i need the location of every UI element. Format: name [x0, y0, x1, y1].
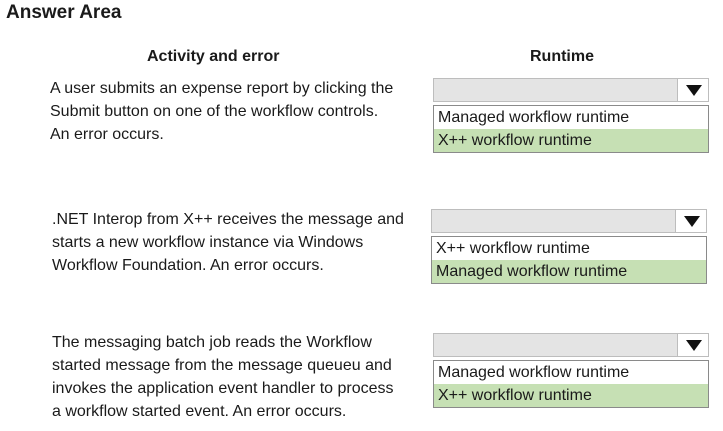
chevron-down-icon	[686, 85, 702, 96]
dropdown-options	[431, 236, 707, 284]
dropdown-options	[433, 105, 709, 153]
dropdown-option-selected[interactable]: X++ workflow runtime	[434, 129, 708, 152]
dropdown-option-selected[interactable]: X++ workflow runtime	[434, 384, 708, 407]
chevron-down-icon	[684, 216, 700, 227]
dropdown-toggle-button[interactable]	[675, 210, 706, 232]
activity-column-header: Activity and error	[147, 48, 280, 65]
activity-text-1: A user submits an expense report by clicking the Submit button on one of the workflow controls. An error occurs.	[50, 80, 394, 143]
dropdown-option[interactable]: Managed workflow runtime	[434, 361, 708, 384]
chevron-down-icon	[686, 340, 702, 351]
dropdown-header[interactable]	[433, 333, 709, 357]
dropdown-options	[433, 360, 709, 408]
dropdown-header[interactable]	[433, 78, 709, 102]
runtime-dropdown-3[interactable]	[433, 333, 709, 408]
activity-text-2: .NET Interop from X++ receives the message and starts a new workflow instance via Windows Workflow Foundation. An error occurs.	[52, 211, 404, 274]
dropdown-option[interactable]: X++ workflow runtime	[432, 237, 706, 260]
runtime-dropdown-2[interactable]	[431, 209, 707, 284]
answer-area-title: Answer Area	[6, 2, 122, 23]
runtime-column-header: Runtime	[530, 48, 594, 65]
dropdown-option-selected[interactable]: Managed workflow runtime	[432, 260, 706, 283]
runtime-dropdown-1[interactable]	[433, 78, 709, 153]
dropdown-option[interactable]: Managed workflow runtime	[434, 106, 708, 129]
dropdown-toggle-button[interactable]	[677, 79, 708, 101]
dropdown-header[interactable]	[431, 209, 707, 233]
dropdown-toggle-button[interactable]	[677, 334, 708, 356]
activity-text-3: The messaging batch job reads the Workflow started message from the message queueu and invokes the application event handler to process a workflow started event. An error occurs.	[52, 334, 394, 420]
